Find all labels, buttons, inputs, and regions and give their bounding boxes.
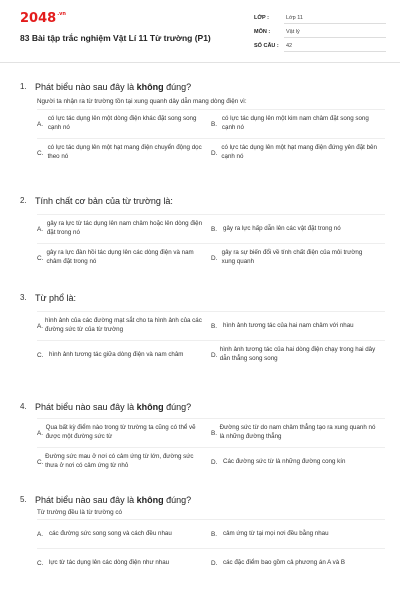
meta-row-class [254, 12, 386, 24]
option-c[interactable] [37, 243, 211, 272]
option-d[interactable] [211, 548, 385, 577]
option-text: gây ra lực hấp dẫn lên các vật đặt trong nó [223, 224, 341, 232]
option-a[interactable] [37, 311, 211, 340]
question-text: Phát biểu nào sau đây là không đúng? [35, 495, 192, 505]
question-2 [20, 196, 385, 272]
option-text: hình ảnh tương tác của hai dòng điện chạy trong hai dây dẫn thẳng song song [219, 346, 376, 362]
option-letter: A. [37, 530, 44, 538]
question-number: 2. [20, 196, 27, 205]
option-text: gây ra lực từ tác dụng lên nam châm hoặc lên dòng điện đặt trong nó [46, 220, 203, 236]
meta-value: Vật lý [284, 27, 386, 38]
option-d[interactable] [211, 243, 385, 272]
option-letter: B. [211, 120, 218, 128]
meta-label: LỚP : [254, 15, 269, 21]
question-heading [20, 402, 385, 412]
question-1 [20, 82, 385, 167]
meta-row-subject [254, 26, 386, 38]
option-letter: A. [37, 225, 44, 233]
meta-label: SỐ CÂU : [254, 43, 279, 49]
meta-info [254, 12, 386, 54]
answer-options [37, 214, 385, 272]
question-5 [20, 495, 385, 577]
option-b[interactable] [211, 214, 385, 243]
option-a[interactable] [37, 519, 211, 548]
option-d[interactable] [211, 138, 385, 167]
option-c[interactable] [37, 447, 211, 476]
option-letter: D. [211, 254, 218, 262]
question-number: 1. [20, 82, 27, 91]
option-c[interactable] [37, 340, 211, 369]
option-letter: C. [37, 149, 44, 157]
question-heading [20, 196, 385, 206]
option-letter: D. [211, 458, 218, 466]
option-text: cảm ứng từ tại mọi nơi đều bằng nhau [223, 529, 329, 537]
option-text: lực từ tác dụng lên các dòng điện như nhau [49, 558, 170, 566]
option-text: gây ra lực đàn hồi tác dụng lên các dòng điện và nam châm đặt trong nó [46, 249, 194, 265]
option-letter: C. [37, 254, 44, 262]
option-a[interactable] [37, 109, 211, 138]
meta-row-count [254, 40, 386, 52]
option-letter: C. [37, 351, 44, 359]
answer-options [37, 109, 385, 167]
question-heading [20, 82, 385, 92]
option-text: các đường sức song song và cách đều nhau [49, 529, 172, 537]
question-text: Từ phổ là: [35, 293, 77, 303]
option-b[interactable] [211, 519, 385, 548]
option-text: có lực tác dụng lên một kim nam châm đặt song song cạnh nó [221, 115, 369, 131]
site-logo[interactable] [20, 11, 66, 26]
option-text: hình ảnh tương tác giữa dòng điện và nam châm [49, 350, 184, 358]
option-text: gây ra sự biến đổi về tính chất điện của môi trường xung quanh [221, 249, 363, 265]
option-text: Các đường sức từ là những đường cong kín [223, 457, 346, 465]
meta-value: 42 [284, 41, 386, 52]
option-letter: B. [211, 225, 218, 233]
answer-options [37, 311, 385, 369]
question-heading [20, 495, 385, 505]
option-d[interactable] [211, 340, 385, 369]
answer-options [37, 519, 385, 577]
option-letter: A. [37, 322, 44, 330]
meta-value: Lớp 11 [284, 13, 386, 24]
option-a[interactable] [37, 214, 211, 243]
option-text: Qua bất kỳ điểm nào trong từ trường ta cũng có thể vẽ được một đường sức từ [45, 424, 196, 440]
option-b[interactable] [211, 109, 385, 138]
option-text: có lực tác dụng lên một hạt mang điện chuyển động dọc theo nó [47, 144, 202, 160]
page-header [0, 0, 400, 63]
option-text: có lực tác dụng lên một dòng điện khác đặt song song cạnh nó [47, 115, 197, 131]
logo-domain: .vn [57, 11, 66, 17]
option-letter: C. [37, 458, 44, 466]
question-text: Tính chất cơ bản của từ trường là: [35, 196, 173, 206]
question-number: 3. [20, 293, 27, 302]
logo-text: 2048 [20, 11, 57, 26]
question-3 [20, 293, 385, 369]
option-text: hình ảnh của các đường mạt sắt cho ta hình ảnh của các đường sức từ của từ trường [45, 317, 202, 333]
question-heading [20, 293, 385, 303]
answer-options [37, 418, 385, 476]
question-text: Phát biểu nào sau đây là không đúng? [35, 402, 192, 412]
option-b[interactable] [211, 418, 385, 447]
option-c[interactable] [37, 138, 211, 167]
question-stem: Từ trường đều là từ trường có [37, 509, 122, 516]
option-letter: D. [211, 149, 218, 157]
option-letter: A. [37, 120, 44, 128]
option-letter: B. [211, 322, 218, 330]
option-text: có lực tác dụng lên một hạt mang điện đứng yên đặt bên cạnh nó [221, 144, 377, 160]
option-letter: B. [211, 530, 218, 538]
option-letter: D. [211, 351, 218, 359]
question-text: Phát biểu nào sau đây là không đúng? [35, 82, 192, 92]
option-text: Đường sức từ do nam châm thẳng tạo ra xung quanh nó là những đường thẳng [219, 424, 376, 440]
option-letter: D. [211, 559, 218, 567]
question-number: 5. [20, 495, 27, 504]
option-letter: C. [37, 559, 44, 567]
option-text: hình ảnh tương tác của hai nam châm với nhau [223, 321, 354, 329]
option-text: các đặc điểm bao gồm cả phương án A và B [223, 558, 346, 566]
option-text: Đường sức mau ở nơi có cảm ứng từ lớn, đường sức thưa ở nơi có cảm ứng từ nhỏ [45, 453, 194, 469]
meta-label: MÔN : [254, 29, 271, 35]
option-a[interactable] [37, 418, 211, 447]
option-letter: B. [211, 429, 218, 437]
question-4 [20, 402, 385, 476]
option-c[interactable] [37, 548, 211, 577]
question-stem: Người ta nhận ra từ trường tồn tại xung quanh dây dẫn mang dòng điện vì: [37, 98, 247, 105]
question-number: 4. [20, 402, 27, 411]
option-d[interactable] [211, 447, 385, 476]
option-b[interactable] [211, 311, 385, 340]
option-letter: A. [37, 429, 44, 437]
document-title: 83 Bài tập trắc nghiệm Vật Lí 11 Từ trường (P1) [20, 33, 211, 43]
